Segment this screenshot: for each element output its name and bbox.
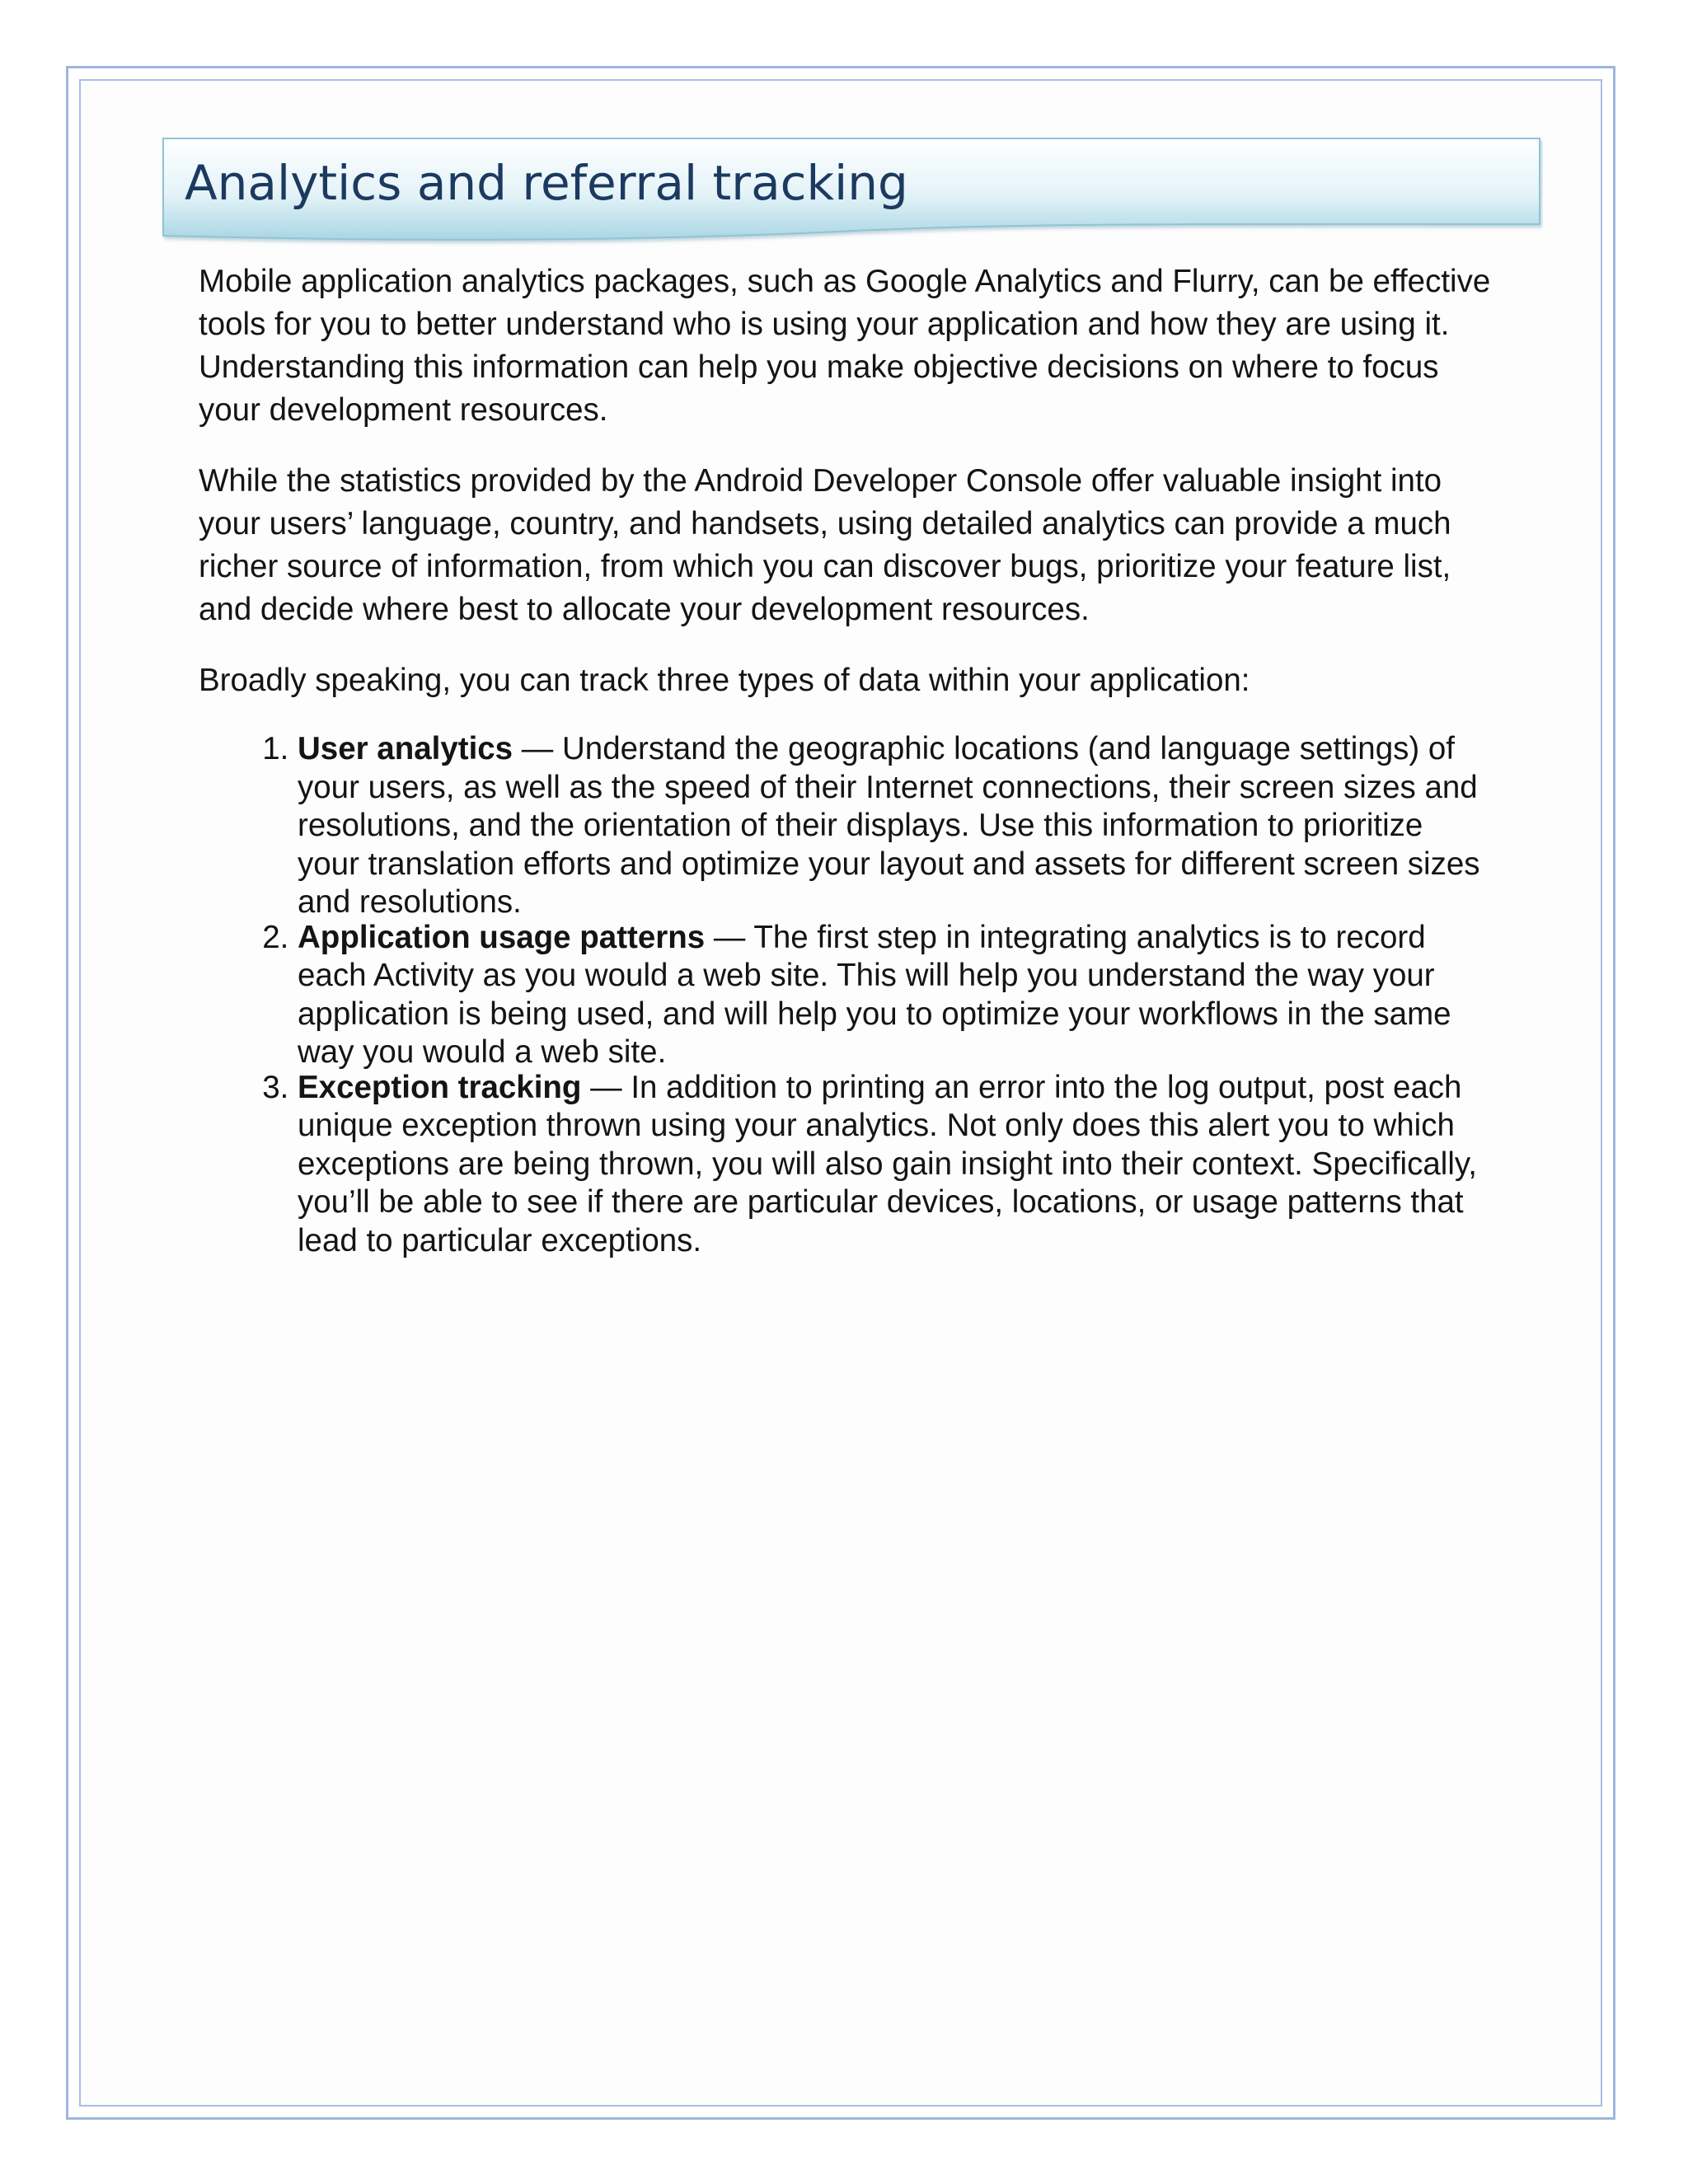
list-item-text: — In addition to printing an error into the log output, post each unique exception thrown using your analytics. Not only does this alert you to which exceptions are being thrown, you will also gain insight into their context. Specifically, you’ll be able to see if there are particular devices, locations, or usage patterns that lead to particular exceptions. — [298, 1069, 1477, 1258]
console-paragraph: While the statistics provided by the Android Developer Console offer valuable insight into your users’ language, country, and handsets, using detailed analytics can provide a much richer source of information, from which you can discover bugs, prioritize your feature list, and decide where best to allocate your development resources. — [199, 463, 1451, 627]
list-item-term: Application usage patterns — [298, 919, 706, 955]
list-item-text: — The first step in integrating analytics is to record each Activity as you would a web site. This will help you understand the way your application is being used, and will help you to optimize your workflows in the same way you would a web site. — [298, 919, 1451, 1070]
list-item-exception-tracking — [298, 1069, 1493, 1261]
list-item-user-analytics — [298, 730, 1493, 922]
data-types-list — [199, 730, 1493, 1260]
document-body — [199, 260, 1493, 1257]
list-item-text: — Understand the geographic locations (and language settings) of your users, as well as the speed of their Internet connections, their screen sizes and resolutions, and the orientation of their displays. Use this information to prioritize your translation efforts and optimize your layout and assets for different screen sizes and resolutions. — [298, 731, 1480, 920]
page-title: Analytics and referral tracking — [185, 155, 908, 211]
list-item-term: User analytics — [298, 731, 513, 766]
data-types-paragraph: Broadly speaking, you can track three types of data within your application: — [199, 663, 1250, 698]
list-item-application-usage — [298, 919, 1493, 1072]
list-item-term: Exception tracking — [298, 1069, 582, 1105]
intro-paragraph: Mobile application analytics packages, such as Google Analytics and Flurry, can be effective tools for you to better understand who is using your application and how they are using it. Understanding this information can help you make objective decisions on where to focus your development resources. — [199, 264, 1491, 428]
title-banner — [162, 137, 1543, 252]
